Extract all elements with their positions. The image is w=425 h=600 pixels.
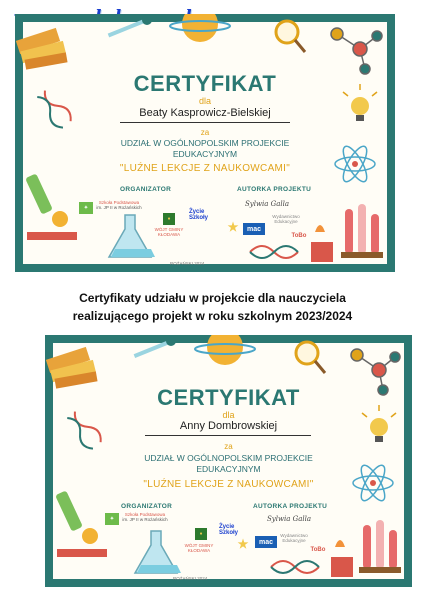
author-signature: Sylwia Galla xyxy=(267,515,312,523)
certificate-title: CERTYFIKAT xyxy=(157,385,300,410)
publisher-text: Wydawnictwo Edukacyjne xyxy=(280,533,308,543)
municipality-text: WÓJT GMINY KŁODAWA xyxy=(154,227,184,237)
participation-line-2: EDUKACYJNYM xyxy=(196,464,261,474)
certificate-2 xyxy=(45,335,412,587)
crest-icon: ♦ xyxy=(195,528,207,540)
molecule-icon xyxy=(331,28,382,74)
microscope-icon xyxy=(25,173,77,240)
test-tubes-icon xyxy=(341,204,383,258)
school-logo-icon: ✦ xyxy=(79,202,93,214)
tobo-logo: ToBo xyxy=(310,547,326,553)
planet-icon xyxy=(170,14,230,42)
participation-line-2: EDUKACYJNYM xyxy=(172,149,238,159)
mac-logo: mac xyxy=(243,223,265,235)
for-reason-label: za xyxy=(224,442,233,451)
pipette-icon xyxy=(134,336,176,358)
zycie-szkoly-logo: Życie Szkoły xyxy=(189,209,209,221)
author-signature: Sylwia Galla xyxy=(245,200,290,208)
dna-bottom-icon xyxy=(250,246,298,258)
magnifier-icon xyxy=(276,21,305,52)
certificate-1 xyxy=(15,14,395,272)
star-logo-icon: ★ xyxy=(227,220,239,234)
project-name: "LUŹNE LEKCJE Z NAUKOWCAMI" xyxy=(119,163,291,174)
pipette-icon xyxy=(108,15,152,37)
star-logo-icon: ★ xyxy=(237,537,249,551)
participation-line-1: UDZIAŁ W OGÓLNOPOLSKIM PROJEKCIE xyxy=(144,453,313,463)
organizer-school-line-2: im. JP II w Rożańskich xyxy=(122,517,168,522)
test-tubes-icon xyxy=(359,520,401,573)
magnifier-icon xyxy=(296,342,325,373)
footer-text: ROŻAŃSKI 2024 xyxy=(173,576,208,581)
tobo-logo: ToBo xyxy=(291,233,307,239)
recipient-name: Anny Dombrowskiej xyxy=(179,420,278,432)
organizer-label: ORGANIZATOR xyxy=(120,186,172,193)
author-label: AUTORKA PROJEKTU xyxy=(237,186,312,193)
caption xyxy=(0,289,425,325)
crest-icon: ♦ xyxy=(163,213,175,225)
organizer-school-line-1: Szkoła Podstawowa xyxy=(124,512,166,517)
for-label: dla xyxy=(222,410,235,420)
organizer-label: ORGANIZATOR xyxy=(121,503,173,510)
participation-text xyxy=(45,453,412,475)
for-reason-label: za xyxy=(200,128,210,137)
author-label: AUTORKA PROJEKTU xyxy=(253,503,328,510)
name-underline xyxy=(120,122,290,123)
flask-icon xyxy=(135,531,181,573)
books-icon xyxy=(46,347,98,389)
publisher-text: Wydawnictwo Edukacyjne xyxy=(272,214,300,224)
burner-icon xyxy=(331,540,353,577)
organizer-school-line-1: Szkoła Podstawowa xyxy=(98,200,140,205)
organizer-school-line-2: im. JP II w Rożańskich xyxy=(96,205,142,210)
certificate-title: CERTYFIKAT xyxy=(133,71,277,96)
burner-icon xyxy=(311,225,333,262)
planet-icon xyxy=(195,335,255,365)
dna-bottom-icon xyxy=(271,561,319,573)
caption-line-2: realizującego projekt w roku szkolnym 2023/2024 xyxy=(72,309,353,323)
organizer-school xyxy=(95,200,143,210)
municipality-text: WÓJT GMINY KŁODAWA xyxy=(184,543,214,553)
project-name: "LUŹNE LEKCJE Z NAUKOWCAMI" xyxy=(143,479,314,490)
footer-text: ROŻAŃSKI 2024 xyxy=(170,261,205,266)
caption-line-1: Certyfikaty udziału w projekcie dla nauczyciela xyxy=(79,291,346,305)
books-icon xyxy=(16,28,68,70)
for-label: dla xyxy=(198,96,211,106)
mac-logo: mac xyxy=(255,536,277,548)
recipient-name: Beaty Kasprowicz-Bielskiej xyxy=(139,107,271,119)
participation-line-1: UDZIAŁ W OGÓLNOPOLSKIM PROJEKCIE xyxy=(120,138,290,148)
zycie-szkoly-logo: Życie Szkoły xyxy=(219,524,239,536)
microscope-icon xyxy=(55,490,107,557)
school-logo-icon: ✦ xyxy=(105,513,119,525)
participation-text xyxy=(15,138,395,160)
organizer-school xyxy=(121,512,169,522)
name-underline xyxy=(145,435,311,436)
